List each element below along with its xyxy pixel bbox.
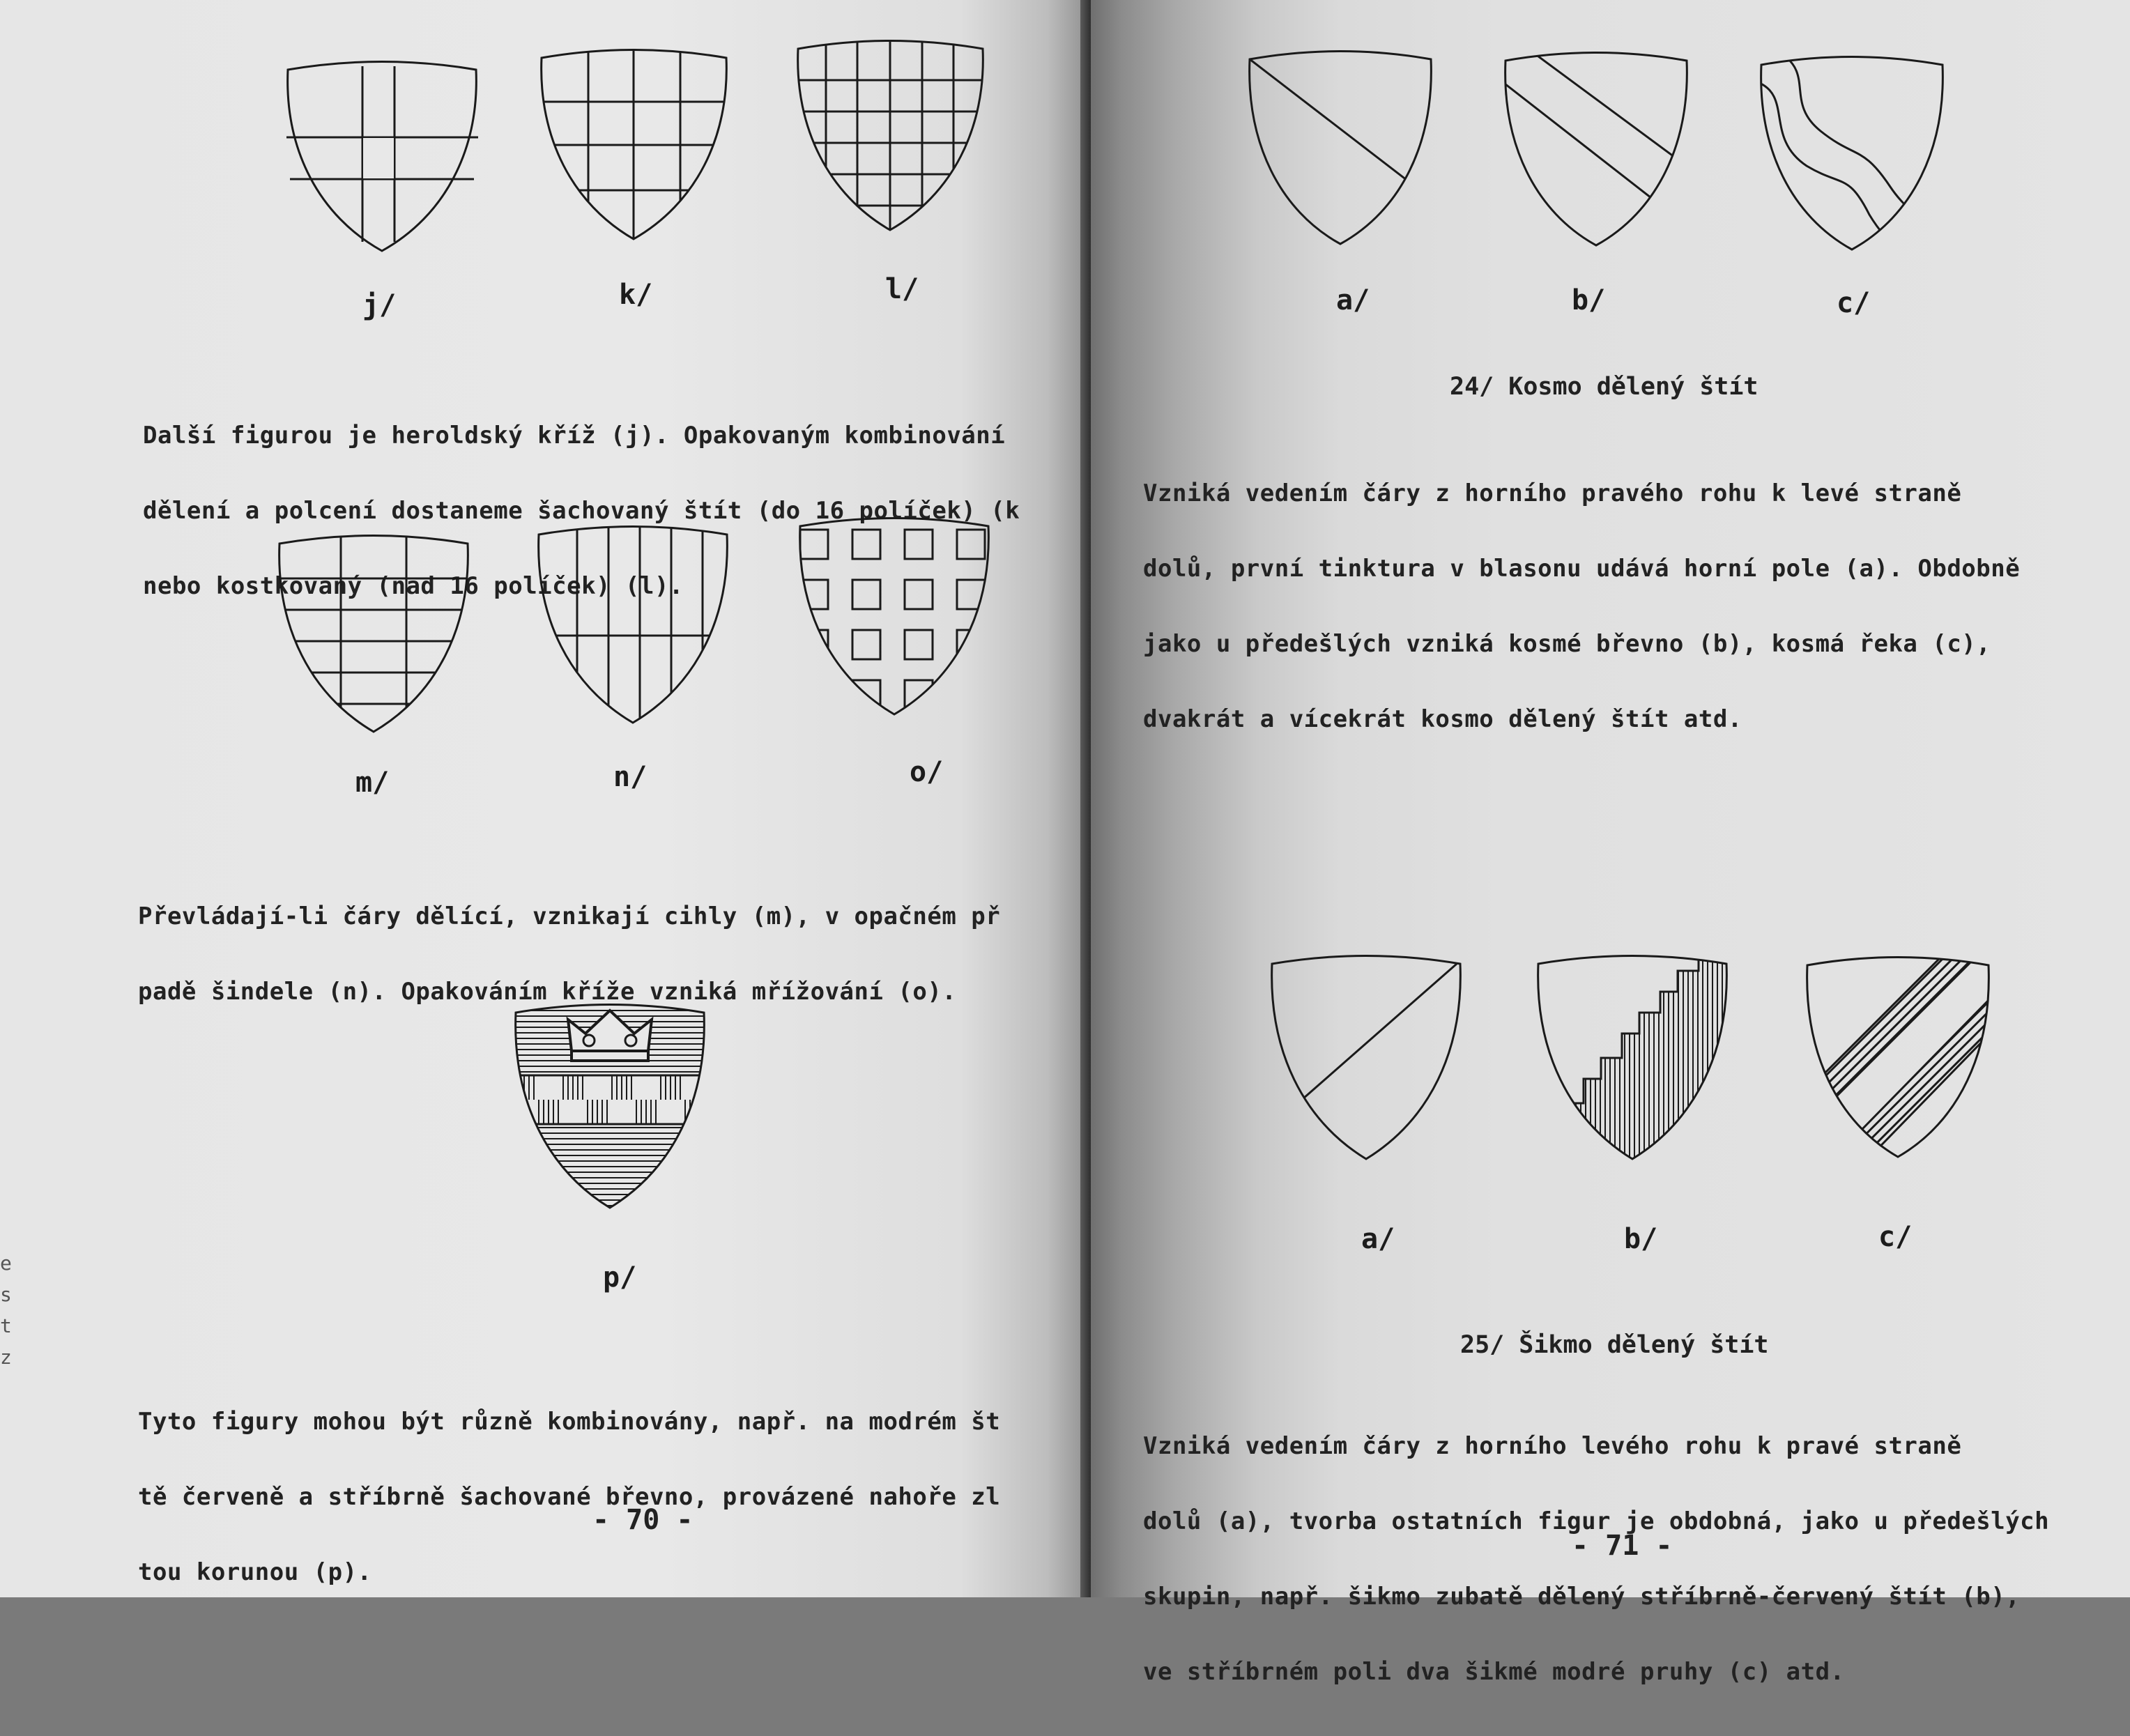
right-paragraph-1-line-3: jako u předešlých vzniká kosmé břevno (b), kosmá řeka (c),: [1143, 630, 1991, 658]
paragraph-1-line-3: nebo kostkovaný (nad 16 políček) (l).: [143, 572, 684, 600]
label-j: j/: [362, 289, 397, 321]
shield-k-checky: [538, 47, 730, 243]
label-l: l/: [885, 273, 919, 305]
shield-m-bricks: [276, 533, 471, 735]
label-bottom-b: b/: [1624, 1223, 1658, 1255]
paragraph-1-line-1: Další figurou je heroldský kříž (j). Opakovaným kombinování: [143, 422, 1006, 450]
label-n: n/: [613, 761, 648, 793]
label-bottom-a: a/: [1361, 1223, 1395, 1255]
right-paragraph-1: [1143, 431, 2020, 782]
shield-o-fretty: [797, 516, 992, 718]
margin-mark-3: t: [0, 1314, 12, 1337]
right-paragraph-1-line-4: dvakrát a vícekrát kosmo dělený štít atd.: [1143, 705, 1742, 733]
label-top-b: b/: [1572, 284, 1606, 316]
shield-j-cross: [284, 59, 480, 254]
shield-l-checky-fine: [795, 38, 986, 233]
shield-top-c-river: [1758, 54, 1946, 253]
shield-n-shingles: [535, 524, 730, 726]
left-page: [0, 0, 1091, 1597]
label-m: m/: [355, 767, 390, 799]
shield-bottom-c-bends: [1804, 955, 1992, 1160]
right-paragraph-1-line-2: dolů, první tinktura v blasonu udává horní pole (a). Obdobně: [1143, 555, 2021, 583]
right-paragraph-2-line-3: skupin, např. šikmo zubatě dělený stříbrně-červený štít (b),: [1143, 1583, 2021, 1611]
heading-25: 25/ Šikmo dělený štít: [1460, 1331, 1769, 1359]
label-bottom-c: c/: [1878, 1221, 1913, 1253]
label-top-a: a/: [1336, 284, 1370, 316]
paragraph-3-line-1: Tyto figury mohou být různě kombinovány, např. na modrém št: [138, 1408, 1001, 1436]
shield-top-b-bendlet: [1502, 50, 1690, 249]
label-o: o/: [910, 756, 944, 788]
margin-marks: [0, 1247, 21, 1373]
margin-mark-4: z: [0, 1346, 12, 1369]
shield-bottom-a-bend: [1269, 953, 1464, 1162]
label-p: p/: [603, 1261, 637, 1293]
paragraph-3-line-3: tou korunou (p).: [138, 1558, 372, 1586]
paragraph-2-line-1: Převládají-li čáry dělící, vznikají cihly (m), v opačném př: [138, 902, 1001, 930]
heading-24: 24/ Kosmo dělený štít: [1450, 373, 1759, 401]
shield-bottom-b-embattled: [1535, 953, 1730, 1162]
page-number-left: - 70 -: [592, 1504, 694, 1536]
paragraph-1-line-2: dělení a polcení dostaneme šachovaný štít (do 16 políček) (k: [143, 497, 1020, 525]
right-paragraph-2-line-1: Vzniká vedením čáry z horního levého rohu k pravé straně: [1143, 1432, 1962, 1460]
label-k: k/: [619, 279, 653, 311]
margin-mark-2: s: [0, 1283, 12, 1306]
right-paragraph-1-line-1: Vzniká vedením čáry z horního pravého rohu k levé straně: [1143, 479, 1962, 507]
right-page: [1091, 0, 2130, 1686]
paragraph-3-line-2: tě červeně a stříbrně šachované břevno, provázené nahoře zl: [138, 1483, 1001, 1511]
page-number-right: - 71 -: [1572, 1530, 1673, 1562]
right-paragraph-2-line-4: ve stříbrném poli dva šikmé modré pruhy (c) atd.: [1143, 1658, 1845, 1686]
shield-p-composite: [512, 1002, 707, 1211]
label-top-c: c/: [1837, 287, 1871, 319]
paragraph-3: [138, 1359, 1000, 1635]
paragraph-2-line-2: padě šindele (n). Opakováním kříže vzniká mřížování (o).: [138, 978, 957, 1006]
shield-top-a-bend: [1246, 49, 1434, 247]
margin-mark-1: e: [0, 1252, 12, 1275]
right-paragraph-2-line-2: dolů (a), tvorba ostatních figur je obdobná, jako u předešlých: [1143, 1507, 2050, 1535]
